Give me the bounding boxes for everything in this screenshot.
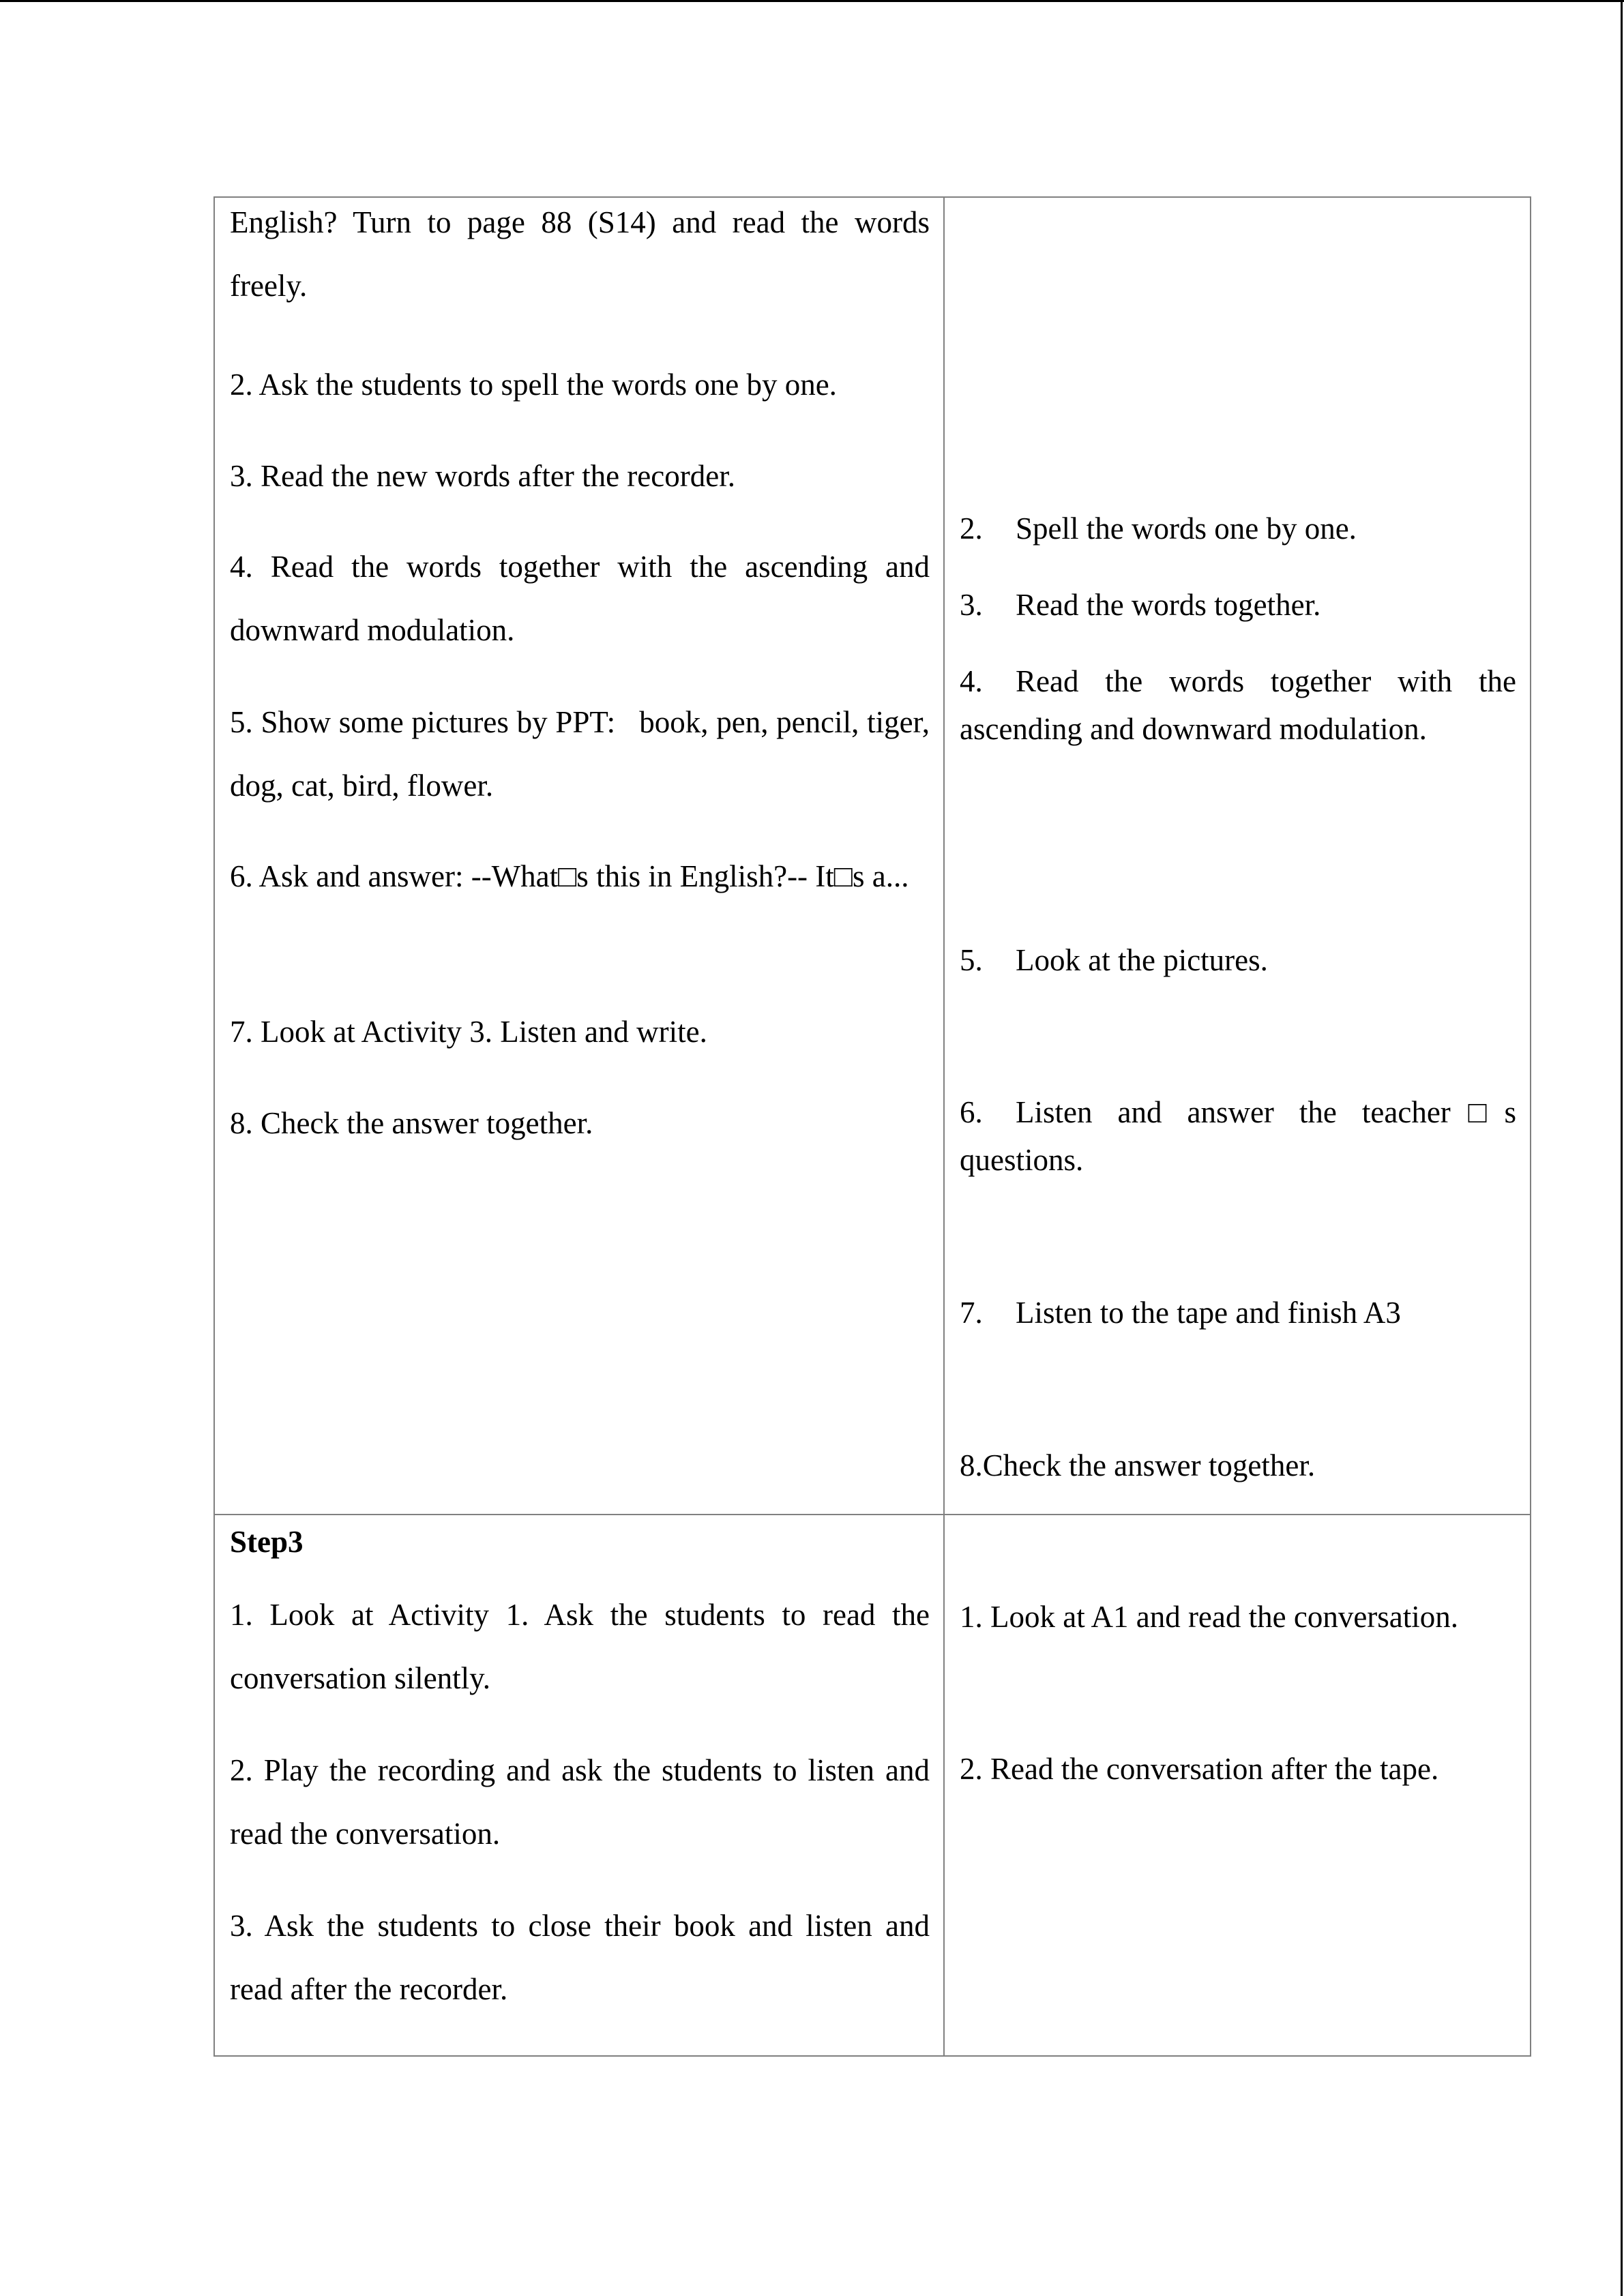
activity-number: 7. — [230, 1015, 261, 1049]
activity-text: Show some pictures by PPT: book, pen, pencil, tiger, dog, cat, bird, flower. — [230, 705, 938, 803]
teacher-activity — [230, 535, 930, 662]
teacher-activity — [230, 191, 930, 318]
activity-text: Play the recording and ask the students to listen and read the conversation. — [230, 1753, 930, 1851]
activity-text: Ask the students to close their book and listen and read after the recorder. — [230, 1909, 930, 2006]
activity-number: 2. — [230, 1753, 264, 1787]
student-activity — [960, 1088, 1516, 1184]
activity-number: 4. — [230, 550, 271, 584]
activity-text: Read the new words after the recorder. — [261, 459, 735, 493]
activity-text: English? Turn to page 88 (S14) and read the words freely. — [230, 205, 930, 303]
activity-number: 3. — [960, 588, 983, 622]
activity-text: Look at Activity 3. Listen and write. — [261, 1015, 707, 1049]
student-activity — [960, 1442, 1516, 1489]
teacher-activities-cell — [214, 197, 944, 1515]
activity-text: Look at the pictures. — [1016, 943, 1268, 977]
student-activities-cell — [944, 1515, 1531, 2056]
teacher-activity — [230, 1092, 930, 1155]
activity-text: Listen to the tape and finish A3 — [1016, 1296, 1401, 1330]
teacher-activity — [230, 353, 930, 417]
activity-number: 2. — [230, 368, 259, 402]
teacher-activities-cell — [214, 1515, 944, 2056]
lesson-plan-table — [213, 196, 1531, 2057]
activity-number: 1. — [230, 1598, 270, 1632]
activity-number: 7. — [960, 1296, 983, 1330]
activity-number: 3. — [230, 1909, 265, 1943]
activity-number: 8. — [960, 1448, 983, 1482]
student-activities-cell — [944, 197, 1531, 1515]
activity-number: 3. — [230, 459, 261, 493]
student-activity — [960, 1593, 1516, 1641]
student-activity — [960, 657, 1516, 753]
teacher-activity — [230, 445, 930, 508]
activity-text: Read the words together with the ascending and downward modulation. — [960, 664, 1516, 746]
activity-text: Look at A1 and read the conversation. — [990, 1600, 1459, 1634]
activity-text: Spell the words one by one. — [1016, 511, 1357, 546]
student-activity — [960, 936, 1516, 984]
student-activity — [960, 581, 1516, 629]
teacher-activity — [230, 1894, 930, 2021]
activity-text: Look at Activity 1. Ask the students to read the conversation silently. — [230, 1598, 930, 1695]
activity-text: Ask and answer: --What□s this in English?-- It□s a... — [259, 859, 909, 893]
teacher-activity — [230, 691, 938, 818]
activity-number: 5. — [230, 705, 261, 739]
activity-number: 5. — [960, 943, 983, 977]
teacher-activity — [230, 1000, 930, 1064]
student-activity — [960, 505, 1516, 552]
table-row — [214, 1515, 1531, 2056]
activity-text: Ask the students to spell the words one by one. — [259, 368, 837, 402]
activity-number: 8. — [230, 1106, 261, 1140]
page-top-rule — [0, 0, 1624, 2]
teacher-activity — [230, 845, 930, 908]
activity-number: 6. — [230, 859, 259, 893]
activity-number: 6. — [960, 1095, 983, 1129]
activity-text: Listen and answer the teacher□s questions. — [960, 1095, 1516, 1177]
student-activity — [960, 1745, 1516, 1793]
student-activity — [960, 1289, 1516, 1337]
activity-text: Check the answer together. — [982, 1448, 1316, 1482]
activity-text: Read the words together. — [1016, 588, 1321, 622]
activity-number: 2. — [960, 511, 983, 546]
teacher-activity — [230, 1739, 930, 1866]
activity-text: Read the conversation after the tape. — [990, 1752, 1439, 1786]
step-title: Step3 — [230, 1525, 304, 1559]
page-right-rule — [1621, 0, 1623, 2296]
activity-text: Read the words together with the ascending and downward modulation. — [230, 550, 930, 647]
table-row — [214, 197, 1531, 1515]
activity-number: 1. — [960, 1600, 990, 1634]
teacher-activity — [230, 1583, 930, 1710]
activity-number: 2. — [960, 1752, 990, 1786]
activity-number: 4. — [960, 664, 983, 698]
activity-text: Check the answer together. — [261, 1106, 593, 1140]
